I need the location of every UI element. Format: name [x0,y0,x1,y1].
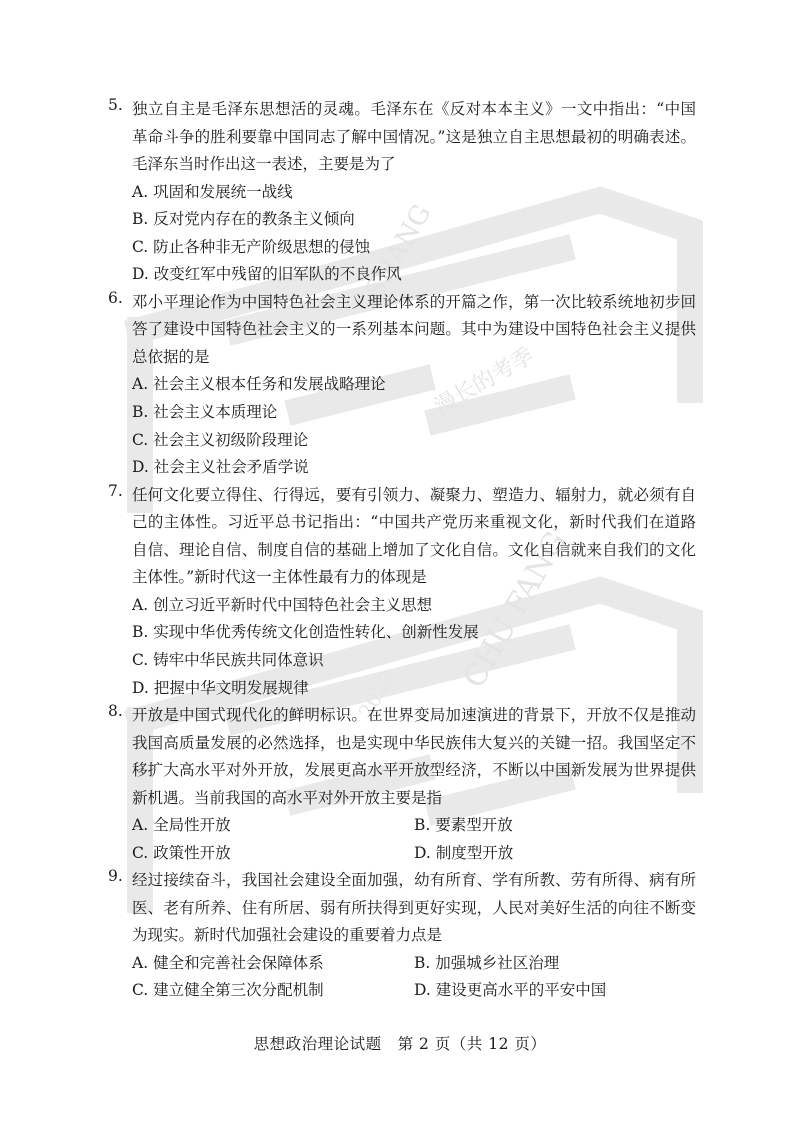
option-b: B. 反对党内存在的教条主义倾向 [132,210,355,229]
question-stem: 经过接续奋斗，我国社会建设全面加强，幼有所育、学有所教、劳有所得、病有所医、老有所养、住有所居、弱有所扶得到更好实现，人民对美好生活的向往不断变为现实。新时代加强社会建设的重要着力点是 [132,871,696,945]
question-8 [108,702,696,867]
option-row [132,950,696,978]
option-c: C. 社会主义初级阶段理论 [132,430,309,449]
option-c: C. 防止各种非无产阶级思想的侵蚀 [132,237,371,256]
option-a: A. 巩固和发展统一战线 [132,182,293,201]
watermark-text-2: CHU FANG [456,525,574,694]
option-c: C. 建立健全第三次分配机制 [132,981,324,1000]
question-6 [108,289,696,482]
option-a: A. 健全和完善社会保障体系 [132,953,324,972]
watermark-text-4: 漫长的考季 [430,343,539,421]
question-stem: 开放是中国式现代化的鲜明标识。在世界变局加速演进的背景下，开放不仅是推动我国高质量发展的必然选择，也是实现中华民族伟大复兴的关键一招。我国坚定不移扩大高水平对外开放，发展更高水平开放型经济，不断以中国新发展为世界提供新机遇。当前我国的高水平对外开放主要是指 [132,706,696,807]
question-number: 5. [108,96,123,114]
option-d: D. 改变红军中残留的旧军队的不良作风 [132,265,402,284]
option-c: C. 铸牢中华民族共同体意识 [132,650,324,669]
question-stem: 邓小平理论作为中国特色社会主义理论体系的开篇之作，第一次比较系统地初步回答了建设中国特色社会主义的一系列基本问题。其中为建设中国特色社会主义提供总依据的是 [132,292,696,366]
question-number: 9. [108,867,123,886]
option-d: D. 把握中华文明发展规律 [132,678,309,697]
question-stem: 任何文化要立得住、行得远，要有引领力、凝聚力、塑造力、辐射力，就必须有自己的主体性。习近平总书记指出：“中国共产党历来重视文化，新时代我们在道路自信、理论自信、制度自信的基础上增加了文化自信。文化自信就来自我们的文化主体性。”新时代这一主体性最有力的体现是 [132,485,696,587]
option-b: B. 加强城乡社区治理 [414,953,560,972]
page-footer: 思想政治理论试题 第 2 页（共 12 页） [253,1035,547,1053]
option-d: D. 社会主义社会矛盾学说 [132,458,309,477]
question-number: 6. [108,288,123,307]
question-stem: 独立自主是毛泽东思想活的灵魂。毛泽东在《反对本本主义》一文中指出：“中国革命斗争的胜利要靠中国同志了解中国情况。”这是独立自主思想最初的明确表述。毛泽东当时作出这一表述，主要是为了 [132,100,696,173]
option-row [132,977,696,1005]
question-number: 8. [108,702,123,721]
question-5 [108,96,696,289]
option-a: A. 创立习近平新时代中国特色社会主义思想 [132,595,433,614]
question-9 [108,867,696,1005]
option-a: A. 社会主义根本任务和发展战略理论 [132,375,386,394]
watermark-text-3: 2022 [353,666,400,723]
question-7 [108,482,696,702]
option-row [132,840,696,868]
option-a: A. 全局性开放 [132,816,231,835]
option-d: D. 制度型开放 [414,843,514,862]
question-number: 7. [108,481,123,500]
option-c: C. 政策性开放 [132,843,231,862]
option-b: B. 实现中华优秀传统文化创造性转化、创新性发展 [132,623,479,642]
question-list [108,96,696,1005]
option-d: D. 建设更高水平的平安中国 [414,981,607,1000]
watermark-text-1: SHANG [360,199,438,304]
option-row [132,812,696,840]
option-b: B. 社会主义本质理论 [132,402,278,421]
option-b: B. 要素型开放 [414,816,513,835]
